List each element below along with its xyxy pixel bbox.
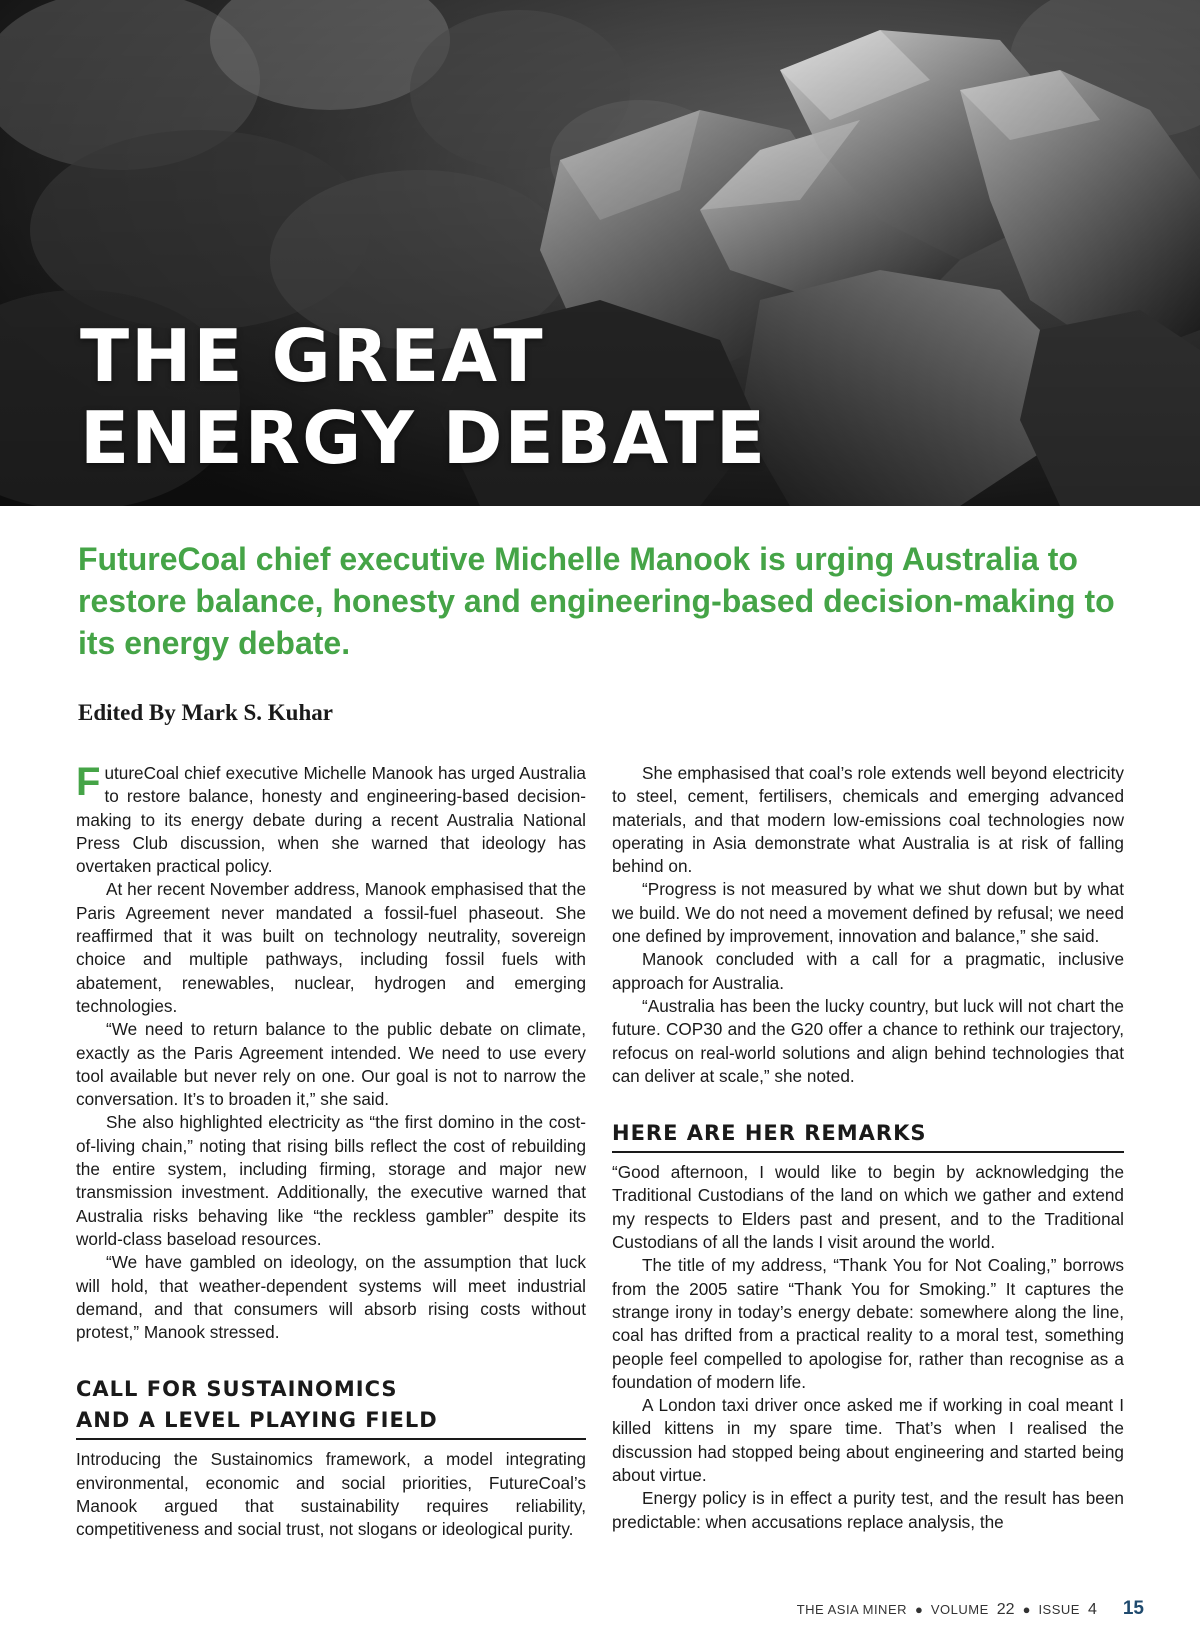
article-title	[80, 315, 767, 479]
hero-image	[0, 0, 1200, 506]
paragraph	[76, 762, 586, 878]
title-line-1: THE GREAT	[80, 314, 545, 398]
page-footer	[797, 1598, 1144, 1620]
standfirst: FutureCoal chief executive Michelle Manook is urging Australia to restore balance, honesty and engineering-based decision-making to its energy debate.	[78, 541, 1115, 661]
volume-number: 22	[996, 1601, 1015, 1618]
byline: Edited By Mark S. Kuhar	[78, 700, 333, 725]
issue-number: 4	[1087, 1601, 1097, 1618]
paragraph: Manook concluded with a call for a pragmatic, inclusive approach for Australia.	[612, 949, 1124, 993]
publication-name: THE ASIA MINER	[796, 1602, 908, 1617]
paragraph: She emphasised that coal’s role extends well beyond electricity to steel, cement, fertilisers, chemicals and emerging advanced materials, and that modern low-emissions coal technologies now operating in Asia demonstrate what Australia is at risk of falling behind on.	[612, 763, 1124, 877]
paragraph-text: utureCoal chief executive Michelle Manook has urged Australia to restore balance, honesty and engineering-based decision-making to its energy debate during a recent Australia National Press Club discussion, when she warned that ideology has overtaken practical policy.	[76, 763, 586, 877]
drop-cap: F	[76, 760, 101, 804]
paragraph: “Good afternoon, I would like to begin by acknowledging the Traditional Custodians of the land on which we gather and extend my respects to Elders past and present, and to the Traditional Custodians of all the lands I visit around the world.	[612, 1162, 1124, 1253]
section-heading	[76, 1374, 586, 1440]
heading-line-1: CALL FOR SUSTAINOMICS	[76, 1377, 398, 1402]
paragraph: “We have gambled on ideology, on the assumption that luck will hold, that weather-dependent systems will meet industrial demand, and that consumers will absorb rising costs without protest,” Manook stressed.	[76, 1252, 586, 1343]
paragraph: Energy policy is in effect a purity test, and the result has been predictable: when accusations replace analysis, the	[612, 1488, 1124, 1532]
volume-label: VOLUME	[930, 1602, 989, 1617]
paragraph: At her recent November address, Manook emphasised that the Paris Agreement never mandated a fossil-fuel phaseout. She reaffirmed that it was built on technology neutrality, sovereign choice and multiple pathways, including fossil fuels with abatement, renewables, nuclear, hydrogen and emerging technologies.	[76, 879, 586, 1016]
paragraph: Introducing the Sustainomics framework, a model integrating environmental, economic and social priorities, FutureCoal’s Manook argued that sustainability requires reliability, competitiveness and social trust, not slogans or ideological purity.	[76, 1449, 586, 1540]
separator-dot-icon: ●	[915, 1602, 923, 1617]
heading-line-2: AND A LEVEL PLAYING FIELD	[76, 1408, 438, 1433]
heading-line-1: HERE ARE HER REMARKS	[612, 1121, 927, 1146]
paragraph: “We need to return balance to the public debate on climate, exactly as the Paris Agreement intended. We need to use every tool available but never rely on one. Our goal is not to narrow the conversation. It’s to broaden it,” she said.	[76, 1019, 586, 1110]
right-column	[612, 762, 1124, 1534]
title-line-2: ENERGY DEBATE	[80, 396, 768, 480]
issue-label: ISSUE	[1038, 1602, 1080, 1617]
section-heading	[612, 1118, 1124, 1153]
paragraph: “Australia has been the lucky country, but luck will not chart the future. COP30 and the G20 offer a chance to rethink our trajectory, refocus on real-world solutions and align behind technologies that can deliver at scale,” she noted.	[612, 995, 1124, 1086]
paragraph: She also highlighted electricity as “the first domino in the cost-of-living chain,” noting that rising bills reflect the cost of rebuilding the entire system, including firming, storage and major new transmission investment. Additionally, the executive warned that Australia risks behaving like “the reckless gambler” despite its world-class baseload resources.	[76, 1112, 586, 1249]
paragraph: “Progress is not measured by what we shut down but by what we build. We do not need a movement defined by refusal; we need one defined by improvement, innovation and balance,” she said.	[612, 879, 1124, 947]
left-column	[76, 762, 586, 1542]
paragraph: A London taxi driver once asked me if working in coal meant I killed kittens in my spare time. That’s when I realised the discussion had stopped being about engineering and started being about virtue.	[612, 1395, 1124, 1486]
page-number: 15	[1122, 1598, 1144, 1619]
separator-dot-icon: ●	[1022, 1602, 1031, 1617]
paragraph: The title of my address, “Thank You for Not Coaling,” borrows from the 2005 satire “Thank You for Smoking.” It captures the strange irony in today’s energy debate: somewhere along the line, coal has drifted from a practical reality to a moral test, something people feel compelled to apologise for, rather than recognise as a foundation of modern life.	[612, 1255, 1124, 1392]
